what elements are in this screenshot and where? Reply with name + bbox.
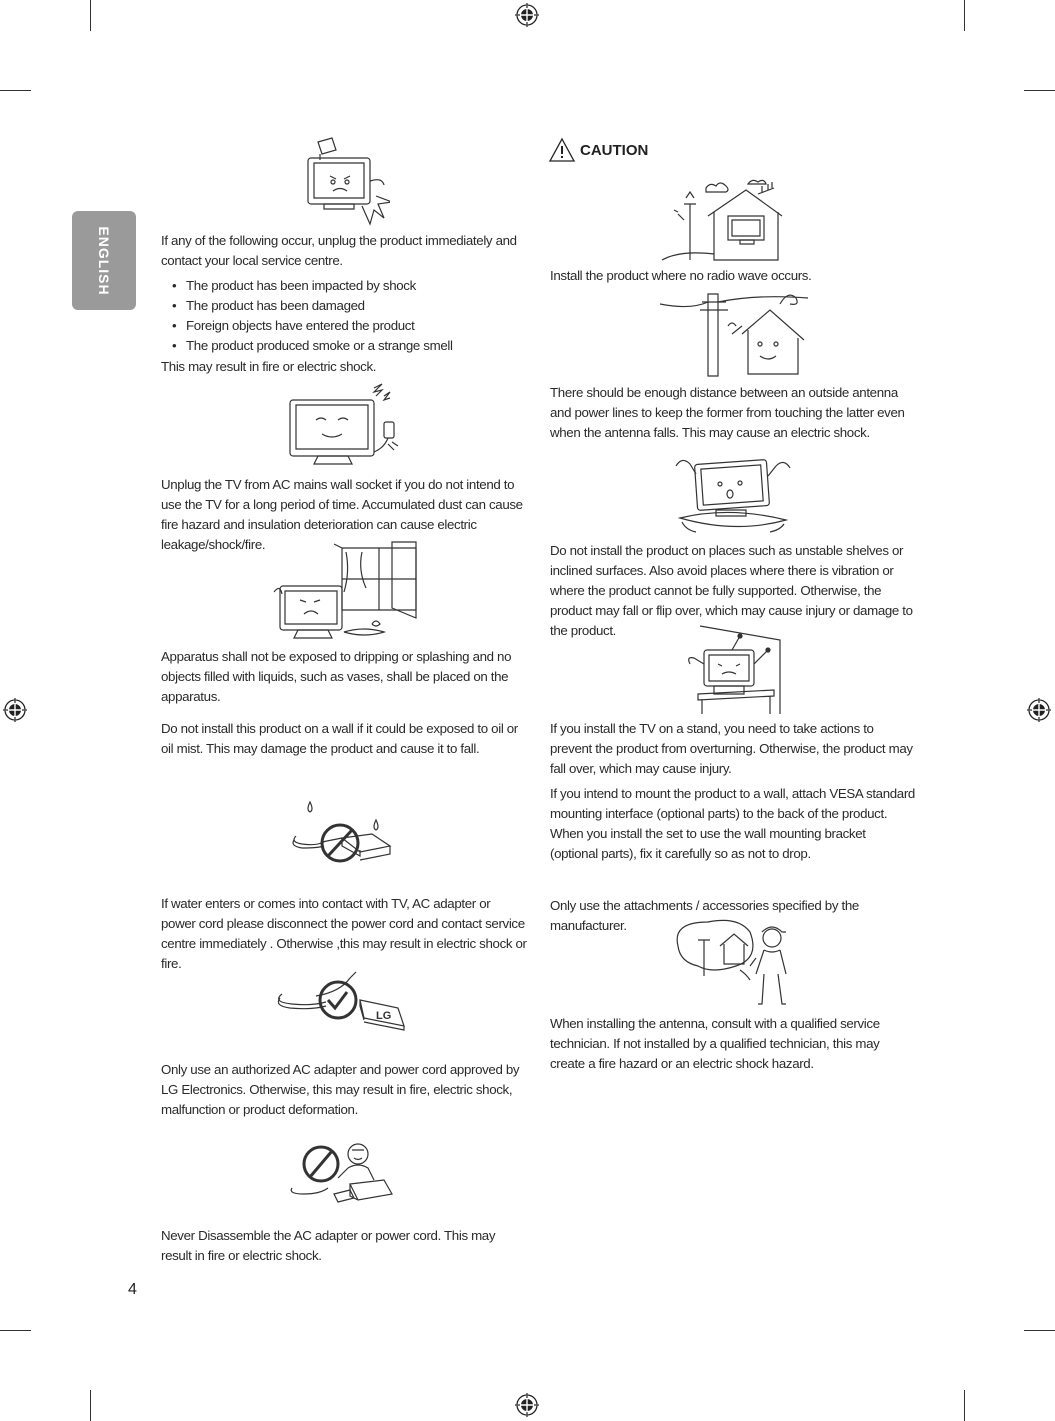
adapter-logo-text: LG — [376, 1010, 392, 1022]
attachments-text: Only use the attachments / accessories specified by the manufacturer. — [550, 898, 859, 933]
crop-mark — [964, 1390, 965, 1421]
list-item: • The product has been damaged — [161, 296, 527, 316]
registration-mark-icon — [515, 1393, 539, 1417]
caution-heading — [548, 136, 648, 164]
shock-result-text: This may result in fire or electric shock. — [161, 359, 377, 374]
approved-check-icon — [320, 982, 356, 1018]
illustration-adapter-water — [292, 800, 392, 874]
crop-mark — [90, 0, 91, 31]
illustration-adapter-approved — [276, 970, 406, 1046]
registration-mark-icon — [3, 698, 27, 722]
caution-label: CAUTION — [580, 141, 649, 159]
list-item: • The product produced smoke or a strange smell — [161, 336, 527, 356]
unstable-surface-text: Do not install the product on places such as unstable shelves or inclined surfaces. Also avoid places where there is vibration or where the product cannot be fully supported. Otherwise, the product may fall or flip over, which may cause injury or damage to the product. — [550, 543, 913, 638]
crop-mark — [90, 1390, 91, 1421]
crop-mark — [1024, 90, 1055, 91]
crop-mark — [1024, 1330, 1055, 1331]
illustration-tv-impact — [300, 136, 390, 228]
stand-text: If you install the TV on a stand, you need to take actions to prevent the product from overturning. Otherwise, the product may fall over, which may cause injury. — [550, 721, 913, 776]
illustration-tv-stand — [684, 624, 784, 716]
illustration-tv-dripping — [272, 538, 418, 642]
illustration-house-radio — [660, 174, 800, 264]
shock-intro-text: If any of the following occur, unplug the product immediately and contact your local service centre. — [161, 233, 517, 268]
antenna-distance-text: There should be enough distance between an outside antenna and power lines to keep the former from touching the latter even when the antenna falls. This may cause an electric shock. — [550, 385, 905, 440]
registration-mark-icon — [1027, 698, 1051, 722]
water-contact-text: If water enters or comes into contact with TV, AC adapter or power cord please disconnect the power cord and contact service centre immediately . Otherwise ,this may result in electric shock or fire. — [161, 896, 527, 971]
crop-mark — [964, 0, 965, 31]
radio-wave-text: Install the product where no radio wave occurs. — [550, 268, 812, 283]
page-number: 4 — [128, 1281, 137, 1298]
wall-mount-text: If you intend to mount the product to a wall, attach VESA standard mounting interface (optional parts) to the back of the product. When you install the set to use the wall mounting bracket (optional parts), fix it carefully so as not to drop. — [550, 786, 915, 861]
language-tab-label: ENGLISH — [96, 225, 112, 296]
unplug-text: Unplug the TV from AC mains wall socket if you do not intend to use the TV for a long period of time. Accumulated dust can cause fire hazard and insulation deterioration can cause electric leakage/shock/fire. — [161, 477, 523, 552]
illustration-tv-unstable — [672, 452, 794, 536]
crop-mark — [0, 90, 31, 91]
caution-triangle-icon — [548, 137, 576, 163]
list-item: • Foreign objects have entered the product — [161, 316, 527, 336]
disassemble-text: Never Disassemble the AC adapter or power cord. This may result in fire or electric shock. — [161, 1228, 496, 1263]
technician-text: When installing the antenna, consult with a qualified service technician. If not installed by a qualified technician, this may create a fire hazard or an electric shock hazard. — [550, 1016, 880, 1071]
illustration-adapter-disassemble — [290, 1140, 394, 1214]
language-tab — [72, 211, 136, 310]
illustration-technician — [674, 918, 794, 1010]
illustration-antenna-powerline — [660, 290, 808, 380]
illustration-tv-unplugged — [288, 382, 406, 468]
list-item: • The product has been impacted by shock — [161, 276, 527, 296]
dripping-text: Apparatus shall not be exposed to dripping or splashing and no objects filled with liquids, such as vases, shall be placed on the apparatus. — [161, 649, 512, 704]
shock-conditions-list — [161, 276, 527, 356]
authorized-adapter-text: Only use an authorized AC adapter and power cord approved by LG Electronics. Otherwise, this may result in fire, electric shock, malfunction or product deformation. — [161, 1062, 520, 1117]
oil-mist-text: Do not install this product on a wall if it could be exposed to oil or oil mist. This may damage the product and cause it to fall. — [161, 721, 518, 756]
registration-mark-icon — [515, 3, 539, 27]
crop-mark — [0, 1330, 31, 1331]
